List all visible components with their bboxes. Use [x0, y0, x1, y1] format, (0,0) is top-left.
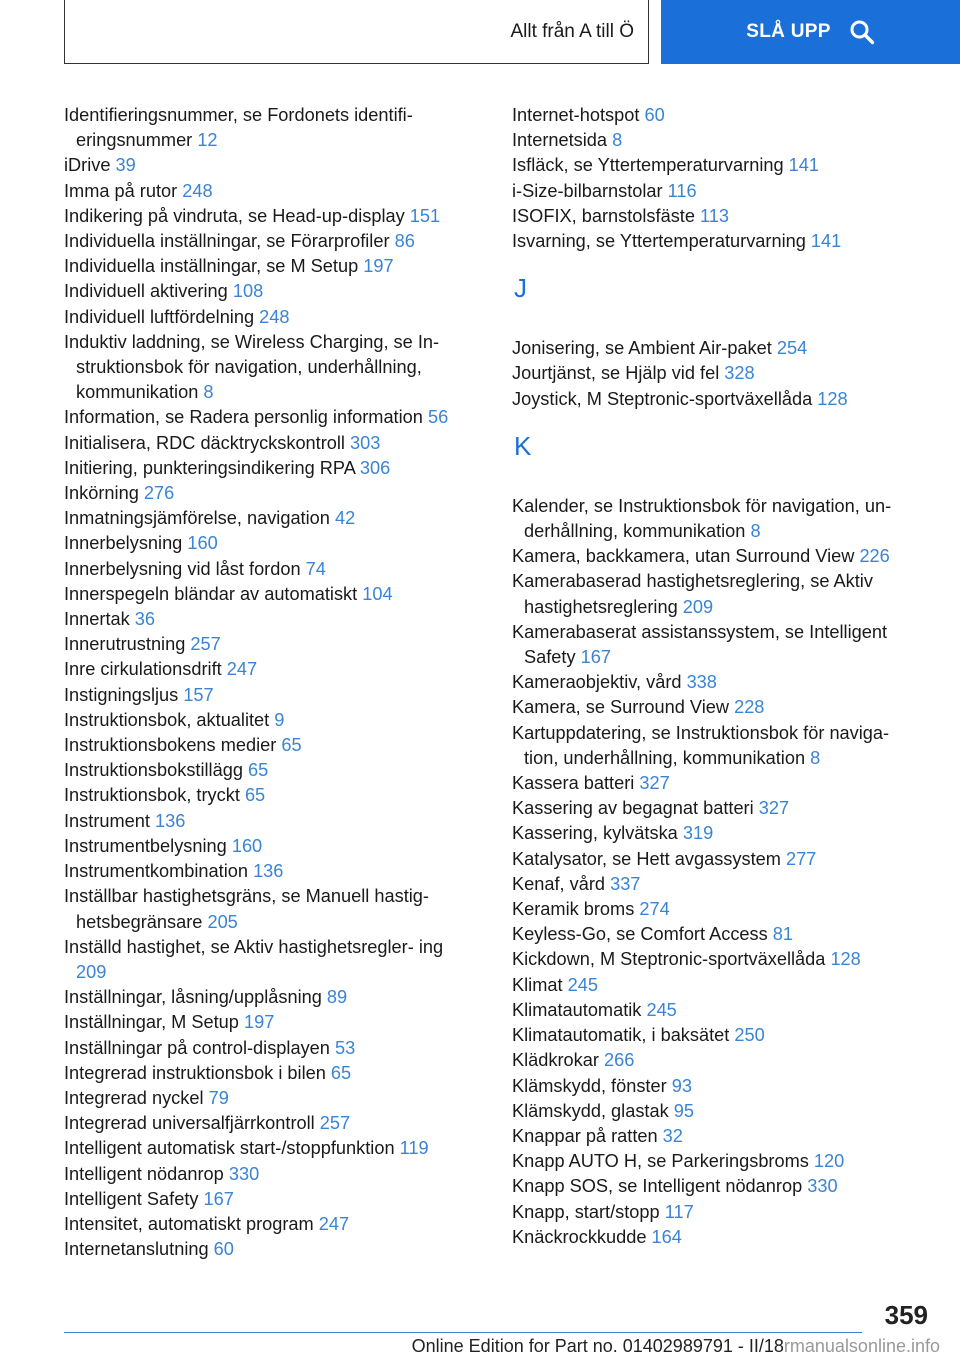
index-entry: [512, 153, 912, 178]
index-entry: [512, 872, 912, 897]
index-entry-text: Kenaf, vård: [512, 873, 606, 894]
page-link[interactable]: 228: [734, 697, 765, 718]
index-entry: [64, 1237, 474, 1262]
index-entry-text: Kamera, backkamera, utan Surround View: [512, 546, 855, 567]
index-entry-text: Intelligent automatisk start-/stoppfunktion: [64, 1138, 395, 1159]
index-entry: [512, 796, 912, 821]
index-entry-text: Integrerad universalfjärrkontroll: [64, 1113, 315, 1134]
page-link[interactable]: 8: [203, 382, 214, 403]
index-entry: [512, 361, 912, 386]
index-entry-text: Kamerabaserad hastighetsreglering, se Aktiv hastighetsreglering: [512, 571, 873, 617]
look-up-tab-label: SLÅ UPP: [746, 21, 831, 42]
page-link[interactable]: 257: [319, 1113, 351, 1134]
index-entry-text: Inställningar, M Setup: [64, 1012, 239, 1033]
index-entry: [64, 1036, 474, 1061]
page-link[interactable]: 141: [788, 155, 820, 176]
index-entry-text: Instruktionsbok, tryckt: [64, 785, 240, 806]
index-entry: [512, 1023, 912, 1048]
page-link[interactable]: 205: [207, 911, 238, 932]
page-link[interactable]: 151: [409, 205, 441, 226]
index-entry-text: Intelligent Safety: [64, 1188, 199, 1209]
page-link[interactable]: 108: [232, 281, 264, 302]
a-to-z-tab[interactable]: [64, 0, 649, 64]
index-entry: [512, 1225, 912, 1250]
index-entry-text: Innerutrustning: [64, 634, 186, 655]
index-entry-text: Keramik broms: [512, 899, 635, 920]
index-entry: [64, 1061, 474, 1086]
page-link[interactable]: 160: [187, 533, 218, 554]
index-entry: [64, 834, 474, 859]
index-entry-text: ISOFIX, barnstolsfäste: [512, 205, 695, 226]
section-letter-j: J: [514, 273, 527, 304]
page-link[interactable]: 330: [807, 1176, 838, 1197]
page-link[interactable]: 119: [399, 1138, 429, 1159]
index-entry-text: Innerbelysning vid låst fordon: [64, 558, 301, 579]
index-entry: [64, 506, 474, 531]
index-entry-text: Innerspegeln bländar av automatiskt: [64, 583, 358, 604]
page-link[interactable]: 128: [817, 388, 848, 409]
index-entry: [512, 973, 912, 998]
page-link[interactable]: 86: [394, 231, 415, 252]
index-entry: [512, 897, 912, 922]
page-link[interactable]: 197: [363, 256, 394, 277]
index-entry-text: Identifieringsnummer, se Fordonets identifi- eringsnummer: [64, 105, 413, 151]
index-entry: [64, 531, 474, 556]
index-entry: [512, 103, 912, 128]
index-entry-text: Individuell luftfördelning: [64, 306, 255, 327]
index-entry: [64, 708, 474, 733]
page-link[interactable]: 245: [646, 999, 677, 1020]
index-entry-text: Intelligent nödanrop: [64, 1163, 224, 1184]
index-entry-text: Klämskydd, fönster: [512, 1075, 667, 1096]
index-entry-text: Integrerad instruktionsbok i bilen: [64, 1062, 326, 1083]
index-entry: [512, 670, 912, 695]
index-entry-text: Individuella inställningar, se Förarprofiler: [64, 231, 390, 252]
page-link[interactable]: 95: [673, 1100, 694, 1121]
index-entry-text: Klädkrokar: [512, 1050, 599, 1071]
index-entry-text: Initiering, punkteringsindikering RPA: [64, 457, 355, 478]
index-entry-text: Internetanslutning: [64, 1239, 209, 1260]
index-entry-text: Knapp SOS, se Intelligent nödanrop: [512, 1176, 803, 1197]
top-navigation: [64, 0, 960, 66]
index-entry-text: Induktiv laddning, se Wireless Charging, se In- struktionsbok för navigation, underhållning, kommunikation: [64, 331, 440, 403]
page-link[interactable]: 277: [785, 848, 817, 869]
index-entry-text: Inställbar hastighetsgräns, se Manuell hastig- hetsbegränsare: [64, 886, 429, 932]
index-entry: [512, 179, 912, 204]
page-link[interactable]: 60: [213, 1239, 234, 1260]
index-entry: [512, 847, 912, 872]
index-entry-text: Jourtjänst, se Hjälp vid fel: [512, 363, 720, 384]
index-entry: [512, 721, 912, 771]
index-entry: [64, 279, 474, 304]
page-link[interactable]: 65: [281, 735, 302, 756]
index-entry-text: Inställningar på control-displayen: [64, 1037, 330, 1058]
index-entry: [64, 153, 474, 178]
index-entry-text: Isvarning, se Yttertemperaturvarning: [512, 231, 806, 252]
index-entry-text: Integrerad nyckel: [64, 1087, 204, 1108]
index-entry-text: Information, se Radera personlig information: [64, 407, 423, 428]
index-entry: [512, 494, 912, 544]
index-entry-text: Kalender, se Instruktionsbok för navigation, un- derhållning, kommunikation: [512, 495, 892, 542]
index-entry-text: Klämskydd, glastak: [512, 1100, 669, 1121]
index-entry: [64, 1111, 474, 1136]
index-entry-text: Knapp AUTO H, se Parkeringsbroms: [512, 1151, 809, 1172]
index-entry: [64, 431, 474, 456]
index-entry-text: Initialisera, RDC däcktryckskontroll: [64, 432, 345, 453]
page-link[interactable]: 248: [259, 306, 290, 327]
index-entry-text: Katalysator, se Hett avgassystem: [512, 848, 781, 869]
page-link[interactable]: 167: [203, 1188, 234, 1209]
index-entry: [64, 632, 474, 657]
page-link[interactable]: 209: [76, 961, 107, 982]
index-entry-text: Innerbelysning: [64, 533, 183, 554]
index-entry: [64, 229, 474, 254]
index-entry: [64, 179, 474, 204]
page-link[interactable]: 116: [667, 180, 697, 201]
index-entry: [64, 758, 474, 783]
page-link[interactable]: 136: [154, 810, 186, 831]
index-entry: [512, 1149, 912, 1174]
index-entry-text: Kartuppdatering, se Instruktionsbok för naviga- tion, underhållning, kommunikation: [512, 722, 890, 768]
index-entry-text: Individuell aktivering: [64, 281, 228, 302]
index-entry-text: Inställd hastighet, se Aktiv hastighetsregler- ing: [64, 936, 444, 957]
index-entry-text: Joystick, M Steptronic-sportväxellåda: [512, 388, 813, 409]
footer-divider: [64, 1332, 862, 1333]
page-link[interactable]: 254: [776, 338, 808, 359]
index-entry-text: Knappar på ratten: [512, 1125, 658, 1146]
index-entry-text: Individuella inställningar, se M Setup: [64, 256, 359, 277]
page-link[interactable]: 36: [134, 609, 156, 630]
index-entry: [64, 103, 474, 153]
page-link[interactable]: 65: [330, 1062, 352, 1083]
index-entry-text: Klimatautomatik, i baksätet: [512, 1025, 730, 1046]
index-entry: [512, 204, 912, 229]
index-entry-text: Kassering av begagnat batteri: [512, 798, 754, 819]
index-entry: [64, 809, 474, 834]
index-entry: [512, 544, 912, 569]
index-entry-text: Kameraobjektiv, vård: [512, 672, 682, 693]
index-entry: [512, 695, 912, 720]
index-entry-text: Instrument: [64, 810, 150, 831]
index-entry: [64, 884, 474, 934]
index-entry-text: Instruktionsbokens medier: [64, 735, 277, 756]
page-link[interactable]: 247: [226, 659, 258, 680]
index-entry: [64, 405, 474, 430]
page-link[interactable]: 338: [686, 672, 717, 693]
page-link[interactable]: 81: [772, 924, 794, 945]
index-entry: [512, 1099, 912, 1124]
index-entry-text: Innertak: [64, 609, 130, 630]
index-entry-text: Inställningar, låsning/upplåsning: [64, 987, 322, 1008]
index-entry-text: Internet-hotspot: [512, 105, 640, 125]
index-entry: [512, 1074, 912, 1099]
page-link[interactable]: 157: [183, 684, 214, 705]
index-entry: [512, 821, 912, 846]
index-entry-text: Inre cirkulationsdrift: [64, 659, 222, 680]
index-group-j: [512, 336, 912, 412]
index-entry: [64, 1086, 474, 1111]
page-link[interactable]: 113: [700, 205, 730, 226]
page-link[interactable]: 266: [604, 1050, 635, 1071]
page-link[interactable]: 117: [664, 1201, 694, 1222]
page-link[interactable]: 32: [662, 1125, 683, 1146]
index-entry: [512, 128, 912, 153]
page-link[interactable]: 120: [813, 1151, 845, 1172]
index-entry: [64, 1212, 474, 1237]
index-entry: [64, 859, 474, 884]
index-entry-text: Knapp, start/stopp: [512, 1201, 660, 1222]
index-entry: [512, 771, 912, 796]
page-link[interactable]: 89: [326, 987, 348, 1008]
index-entry: [512, 387, 912, 412]
index-entry-text: Internetsida: [512, 130, 608, 151]
index-entry: [512, 336, 912, 361]
index-entry-text: i-Size-bilbarnstolar: [512, 180, 663, 201]
index-entry: [64, 557, 474, 582]
page-link[interactable]: 337: [610, 873, 641, 894]
page-link[interactable]: 197: [243, 1012, 275, 1033]
page-link[interactable]: 245: [567, 974, 598, 995]
page-number: 359: [884, 1300, 928, 1330]
index-entry: [512, 947, 912, 972]
page-link[interactable]: 42: [334, 508, 356, 529]
page-link[interactable]: 226: [859, 546, 890, 567]
page-link[interactable]: 328: [724, 363, 755, 384]
index-entry: [64, 683, 474, 708]
page-link[interactable]: 327: [639, 773, 670, 794]
index-entry-text: Klimatautomatik: [512, 999, 642, 1020]
index-entry: [64, 783, 474, 808]
index-entry: [512, 569, 912, 619]
index-entry-text: Inmatningsjämförelse, navigation: [64, 508, 330, 529]
index-entry: [512, 998, 912, 1023]
index-entry: [512, 922, 912, 947]
page-link[interactable]: 274: [639, 899, 670, 920]
index-entry: [64, 1010, 474, 1035]
index-entry-text: iDrive: [64, 155, 111, 176]
search-icon: [849, 19, 875, 45]
page-link[interactable]: 276: [143, 483, 175, 504]
page-link[interactable]: 247: [318, 1213, 350, 1234]
index-entry-text: Imma på rutor: [64, 180, 178, 201]
index-entry-text: Instrumentkombination: [64, 861, 248, 882]
footer-edition: Online Edition for Part no. 01402989791 - II/18: [411, 1336, 784, 1356]
page-link[interactable]: 39: [115, 155, 136, 176]
index-entry-text: Indikering på vindruta, se Head-up-display: [64, 205, 405, 226]
page-link[interactable]: 330: [228, 1163, 260, 1184]
index-entry: [512, 620, 912, 670]
index-entry-text: Kamerabaserat assistanssystem, se Intelligent Safety: [512, 621, 888, 668]
page-link[interactable]: 12: [197, 130, 218, 151]
page-link[interactable]: 79: [208, 1087, 229, 1108]
index-entry: [512, 1200, 912, 1225]
index-group-k: [512, 494, 912, 1250]
section-letter-k: K: [514, 430, 532, 461]
page-link[interactable]: 53: [334, 1037, 356, 1058]
index-entry: [64, 935, 474, 985]
index-entry: [64, 607, 474, 632]
index-entry-text: Klimat: [512, 974, 563, 995]
page-link[interactable]: 8: [612, 130, 623, 151]
page-link[interactable]: 250: [734, 1025, 765, 1046]
page-link[interactable]: 93: [671, 1075, 692, 1096]
index-entry-text: Instruktionsbok, aktualitet: [64, 709, 270, 730]
index-group-i: [512, 103, 912, 254]
index-entry: [64, 330, 474, 406]
page-link[interactable]: 209: [682, 596, 714, 617]
index-entry: [64, 582, 474, 607]
index-entry: [64, 254, 474, 279]
index-entry: [512, 229, 912, 254]
page-link[interactable]: 160: [231, 835, 263, 856]
index-entry-text: Intensitet, automatiskt program: [64, 1213, 314, 1234]
footer: [0, 1336, 960, 1357]
page-link[interactable]: 8: [750, 521, 761, 542]
index-entry-text: Kassering, kylvätska: [512, 823, 678, 844]
index-entry-text: Instruktionsbokstillägg: [64, 760, 243, 781]
page-link[interactable]: 248: [182, 180, 213, 201]
page-link[interactable]: 257: [190, 634, 221, 655]
page-link[interactable]: 65: [244, 785, 266, 806]
page-link[interactable]: 56: [427, 407, 449, 428]
index-entry: [64, 481, 474, 506]
page-link[interactable]: 319: [682, 823, 714, 844]
page-link[interactable]: 327: [758, 798, 790, 819]
page-link[interactable]: 74: [305, 558, 326, 579]
index-entry-text: Instigningsljus: [64, 684, 179, 705]
page-link[interactable]: 164: [651, 1226, 682, 1247]
index-entry: [64, 985, 474, 1010]
index-column-right: [512, 103, 912, 1250]
index-entry-text: Knäckrockkudde: [512, 1226, 647, 1247]
index-entry-text: Isfläck, se Yttertemperaturvarning: [512, 155, 784, 176]
index-column-left: [64, 103, 474, 1262]
index-entry-text: Inkörning: [64, 483, 139, 504]
index-entry: [64, 1162, 474, 1187]
index-entry: [64, 733, 474, 758]
index-entry-text: Jonisering, se Ambient Air-paket: [512, 338, 772, 359]
page-link[interactable]: 65: [248, 760, 269, 781]
page-link[interactable]: 167: [580, 647, 611, 668]
index-entry: [64, 1187, 474, 1212]
index-entry-text: Instrumentbelysning: [64, 835, 227, 856]
index-entry: [512, 1124, 912, 1149]
page-link[interactable]: 60: [644, 105, 665, 125]
index-entry: [64, 1136, 474, 1161]
page-link[interactable]: 306: [359, 457, 391, 478]
index-entry-text: Kassera batteri: [512, 773, 635, 794]
index-entry-text: Kamera, se Surround View: [512, 697, 730, 718]
page-link[interactable]: 136: [253, 861, 284, 882]
index-entry: [64, 204, 474, 229]
index-entry: [64, 657, 474, 682]
index-entry: [512, 1048, 912, 1073]
index-entry-text: Kickdown, M Steptronic-sportväxellåda: [512, 949, 826, 970]
footer-watermark: rmanualsonline.info: [783, 1336, 940, 1356]
a-to-z-tab-label: Allt från A till Ö: [510, 20, 634, 42]
page-link[interactable]: 104: [362, 583, 393, 604]
look-up-tab[interactable]: [661, 0, 960, 64]
page-link[interactable]: 303: [350, 432, 381, 453]
page-link[interactable]: 8: [810, 747, 821, 768]
index-entry: [64, 305, 474, 330]
page-link[interactable]: 128: [830, 949, 861, 970]
page-link[interactable]: 9: [274, 709, 285, 730]
index-entry-text: Keyless-Go, se Comfort Access: [512, 924, 768, 945]
index-entry: [512, 1174, 912, 1199]
index-entry: [64, 456, 474, 481]
page-link[interactable]: 141: [810, 231, 842, 252]
